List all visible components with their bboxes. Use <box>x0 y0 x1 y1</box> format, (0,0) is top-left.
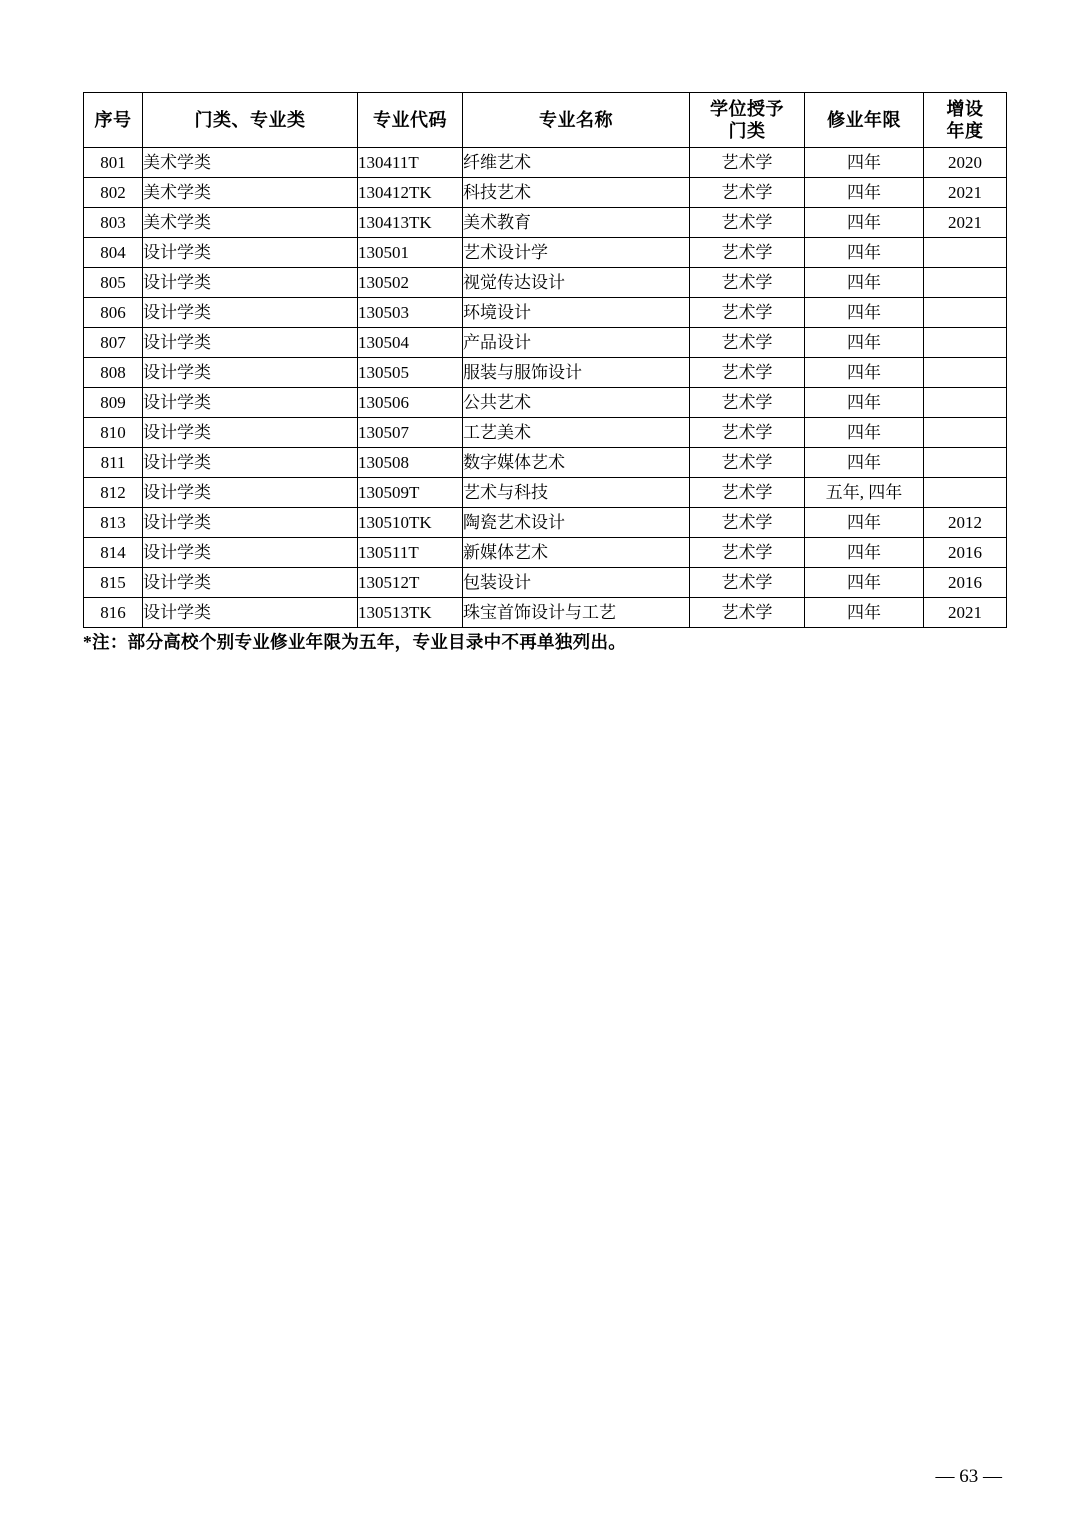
cell-name: 珠宝首饰设计与工艺 <box>463 598 690 628</box>
cell-category: 设计学类 <box>143 298 358 328</box>
cell-degree: 艺术学 <box>690 388 805 418</box>
cell-degree: 艺术学 <box>690 538 805 568</box>
cell-seq: 813 <box>84 508 143 538</box>
cell-added-year: 2021 <box>924 178 1007 208</box>
cell-code: 130505 <box>358 358 463 388</box>
column-header-degree-line2: 门类 <box>728 121 766 141</box>
cell-degree: 艺术学 <box>690 418 805 448</box>
cell-name: 陶瓷艺术设计 <box>463 508 690 538</box>
table-row <box>84 448 1007 478</box>
cell-added-year: 2020 <box>924 148 1007 178</box>
cell-added-year <box>924 388 1007 418</box>
table-row <box>84 598 1007 628</box>
cell-added-year <box>924 328 1007 358</box>
cell-name: 艺术与科技 <box>463 478 690 508</box>
cell-category: 美术学类 <box>143 178 358 208</box>
cell-added-year: 2016 <box>924 568 1007 598</box>
table-row <box>84 538 1007 568</box>
cell-years: 四年 <box>805 568 924 598</box>
column-header-code: 专业代码 <box>358 93 463 148</box>
table-header <box>84 93 1007 148</box>
cell-degree: 艺术学 <box>690 448 805 478</box>
cell-degree: 艺术学 <box>690 328 805 358</box>
table-row <box>84 268 1007 298</box>
cell-name: 工艺美术 <box>463 418 690 448</box>
cell-code: 130506 <box>358 388 463 418</box>
cell-seq: 810 <box>84 418 143 448</box>
cell-name: 科技艺术 <box>463 178 690 208</box>
cell-category: 设计学类 <box>143 238 358 268</box>
table-row <box>84 298 1007 328</box>
cell-category: 设计学类 <box>143 388 358 418</box>
cell-years: 四年 <box>805 268 924 298</box>
cell-seq: 803 <box>84 208 143 238</box>
table-note: *注：部分高校个别专业修业年限为五年，专业目录中不再单独列出。 <box>83 632 627 652</box>
cell-seq: 811 <box>84 448 143 478</box>
cell-name: 数字媒体艺术 <box>463 448 690 478</box>
cell-name: 产品设计 <box>463 328 690 358</box>
cell-code: 130511T <box>358 538 463 568</box>
table-header-row <box>84 93 1007 148</box>
column-header-degree-line1: 学位授予 <box>710 98 784 119</box>
cell-code: 130508 <box>358 448 463 478</box>
table-row <box>84 358 1007 388</box>
cell-degree: 艺术学 <box>690 298 805 328</box>
cell-name: 公共艺术 <box>463 388 690 418</box>
cell-degree: 艺术学 <box>690 238 805 268</box>
table-body <box>84 148 1007 628</box>
cell-category: 美术学类 <box>143 208 358 238</box>
cell-added-year: 2021 <box>924 598 1007 628</box>
cell-seq: 805 <box>84 268 143 298</box>
table-row <box>84 478 1007 508</box>
cell-added-year <box>924 448 1007 478</box>
cell-seq: 812 <box>84 478 143 508</box>
cell-category: 设计学类 <box>143 448 358 478</box>
column-header-name: 专业名称 <box>463 93 690 148</box>
table-row <box>84 238 1007 268</box>
column-header-seq: 序号 <box>84 93 143 148</box>
cell-code: 130412TK <box>358 178 463 208</box>
cell-years: 四年 <box>805 238 924 268</box>
cell-code: 130501 <box>358 238 463 268</box>
cell-category: 设计学类 <box>143 568 358 598</box>
cell-degree: 艺术学 <box>690 598 805 628</box>
cell-added-year: 2012 <box>924 508 1007 538</box>
cell-degree: 艺术学 <box>690 508 805 538</box>
column-header-category: 门类、专业类 <box>143 93 358 148</box>
cell-category: 设计学类 <box>143 598 358 628</box>
cell-seq: 802 <box>84 178 143 208</box>
column-header-added-year-line2: 年度 <box>946 121 984 141</box>
cell-seq: 808 <box>84 358 143 388</box>
cell-code: 130513TK <box>358 598 463 628</box>
cell-added-year <box>924 238 1007 268</box>
page-number: — 63 — <box>935 1466 1002 1487</box>
majors-table <box>83 92 1007 628</box>
cell-degree: 艺术学 <box>690 268 805 298</box>
cell-years: 四年 <box>805 538 924 568</box>
cell-name: 包装设计 <box>463 568 690 598</box>
cell-added-year <box>924 298 1007 328</box>
cell-name: 美术教育 <box>463 208 690 238</box>
cell-code: 130512T <box>358 568 463 598</box>
cell-category: 设计学类 <box>143 418 358 448</box>
cell-name: 视觉传达设计 <box>463 268 690 298</box>
cell-added-year: 2016 <box>924 538 1007 568</box>
cell-category: 设计学类 <box>143 538 358 568</box>
cell-years: 四年 <box>805 448 924 478</box>
cell-added-year <box>924 418 1007 448</box>
column-header-added-year-line1: 增设 <box>946 98 984 119</box>
cell-added-year: 2021 <box>924 208 1007 238</box>
cell-years: 四年 <box>805 298 924 328</box>
cell-code: 130503 <box>358 298 463 328</box>
cell-years: 四年 <box>805 358 924 388</box>
cell-seq: 801 <box>84 148 143 178</box>
table-row <box>84 328 1007 358</box>
cell-code: 130507 <box>358 418 463 448</box>
cell-name: 环境设计 <box>463 298 690 328</box>
cell-name: 艺术设计学 <box>463 238 690 268</box>
cell-degree: 艺术学 <box>690 358 805 388</box>
cell-years: 四年 <box>805 178 924 208</box>
cell-seq: 807 <box>84 328 143 358</box>
cell-category: 设计学类 <box>143 328 358 358</box>
cell-code: 130509T <box>358 478 463 508</box>
cell-years: 四年 <box>805 598 924 628</box>
cell-degree: 艺术学 <box>690 478 805 508</box>
cell-category: 设计学类 <box>143 358 358 388</box>
cell-category: 设计学类 <box>143 508 358 538</box>
table-row <box>84 178 1007 208</box>
cell-years: 四年 <box>805 508 924 538</box>
cell-degree: 艺术学 <box>690 208 805 238</box>
majors-table-container <box>83 92 999 628</box>
column-header-degree <box>690 93 805 148</box>
cell-added-year <box>924 358 1007 388</box>
column-header-added-year <box>924 93 1007 148</box>
table-row <box>84 568 1007 598</box>
cell-degree: 艺术学 <box>690 568 805 598</box>
cell-category: 设计学类 <box>143 268 358 298</box>
table-row <box>84 388 1007 418</box>
cell-seq: 804 <box>84 238 143 268</box>
cell-added-year <box>924 268 1007 298</box>
cell-code: 130502 <box>358 268 463 298</box>
table-row <box>84 508 1007 538</box>
cell-years: 四年 <box>805 148 924 178</box>
cell-degree: 艺术学 <box>690 148 805 178</box>
cell-years: 五年, 四年 <box>805 478 924 508</box>
cell-code: 130504 <box>358 328 463 358</box>
cell-seq: 816 <box>84 598 143 628</box>
cell-category: 美术学类 <box>143 148 358 178</box>
cell-code: 130510TK <box>358 508 463 538</box>
cell-name: 纤维艺术 <box>463 148 690 178</box>
cell-seq: 806 <box>84 298 143 328</box>
cell-code: 130413TK <box>358 208 463 238</box>
cell-code: 130411T <box>358 148 463 178</box>
table-row <box>84 208 1007 238</box>
cell-category: 设计学类 <box>143 478 358 508</box>
cell-seq: 815 <box>84 568 143 598</box>
table-row <box>84 148 1007 178</box>
cell-seq: 814 <box>84 538 143 568</box>
column-header-years: 修业年限 <box>805 93 924 148</box>
cell-years: 四年 <box>805 328 924 358</box>
cell-years: 四年 <box>805 388 924 418</box>
cell-years: 四年 <box>805 418 924 448</box>
table-row <box>84 418 1007 448</box>
cell-degree: 艺术学 <box>690 178 805 208</box>
cell-added-year <box>924 478 1007 508</box>
cell-seq: 809 <box>84 388 143 418</box>
cell-name: 新媒体艺术 <box>463 538 690 568</box>
cell-name: 服装与服饰设计 <box>463 358 690 388</box>
cell-years: 四年 <box>805 208 924 238</box>
